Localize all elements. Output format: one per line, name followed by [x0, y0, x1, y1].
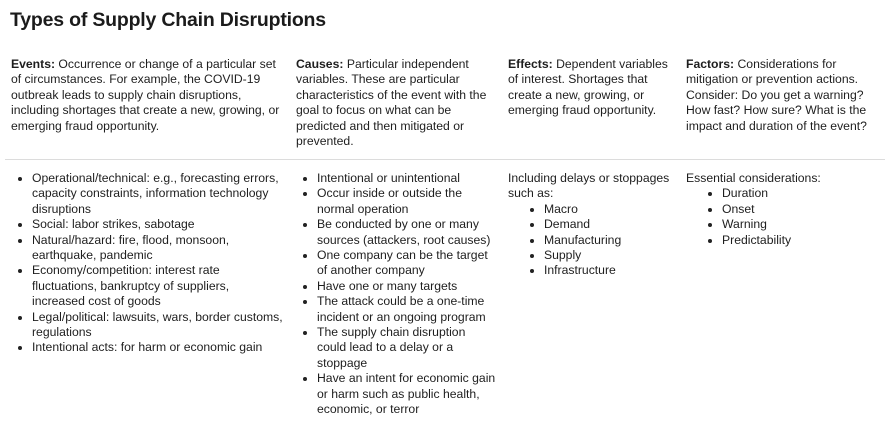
- list-item: Legal/political: lawsuits, wars, border customs, regulations: [11, 310, 283, 341]
- causes-description: Particular independent variables. These are particular characteristics of the event with the goal to focus on what can be predicted and then mitigated or prevented.: [296, 57, 487, 149]
- effects-header: [508, 57, 680, 119]
- factors-body: [686, 171, 882, 248]
- list-item: Intentional or unintentional: [296, 171, 496, 186]
- effects-description: Dependent variables of interest. Shortages that create a new, growing, or emerging fraud opportunity.: [508, 57, 668, 118]
- page-title: Types of Supply Chain Disruptions: [10, 9, 326, 31]
- factors-header: [686, 57, 882, 134]
- list-item: Have an intent for economic gain or harm such as public health, economic, or terror: [296, 371, 496, 417]
- list-item: Duration: [701, 186, 882, 201]
- effects-intro: Including delays or stoppages such as:: [508, 171, 670, 201]
- factors-description: Considerations for mitigation or prevention actions. Consider: Do you get a warning? How fast? How sure? What is the impact and duration of the event?: [686, 57, 867, 133]
- factors-list: [701, 186, 882, 248]
- events-description: Occurrence or change of a particular set of circumstances. For example, the COVID-19 outbreak leads to supply chain disruptions, including shortages that create a new, growing, or emerging fraud opportunity.: [11, 57, 280, 133]
- list-item: Have one or many targets: [296, 279, 496, 294]
- events-list: [11, 171, 283, 356]
- causes-body: [296, 171, 496, 418]
- list-item: Onset: [701, 202, 882, 217]
- causes-list: [296, 171, 496, 418]
- list-item: Be conducted by one or many sources (attackers, root causes): [296, 217, 496, 248]
- factors-intro: Essential considerations:: [686, 171, 821, 185]
- factors-label: Factors:: [686, 57, 735, 71]
- list-item: Warning: [701, 217, 882, 232]
- events-label: Events:: [11, 57, 56, 71]
- events-body: [11, 171, 283, 356]
- list-item: Economy/competition: interest rate fluctuations, bankruptcy of suppliers, increased cost of goods: [11, 263, 283, 309]
- events-header: [11, 57, 283, 134]
- list-item: Predictability: [701, 233, 882, 248]
- list-item: Occur inside or outside the normal operation: [296, 186, 496, 217]
- list-item: One company can be the target of another company: [296, 248, 496, 279]
- row-divider: [5, 159, 885, 160]
- effects-body: [508, 171, 680, 279]
- list-item: Demand: [523, 217, 680, 232]
- causes-label: Causes:: [296, 57, 344, 71]
- causes-header: [296, 57, 496, 149]
- list-item: Macro: [523, 202, 680, 217]
- effects-list: [523, 202, 680, 279]
- list-item: Intentional acts: for harm or economic gain: [11, 340, 283, 355]
- list-item: Operational/technical: e.g., forecasting errors, capacity constraints, information technology disruptions: [11, 171, 283, 217]
- list-item: The attack could be a one-time incident or an ongoing program: [296, 294, 496, 325]
- list-item: Social: labor strikes, sabotage: [11, 217, 283, 232]
- list-item: Manufacturing: [523, 233, 680, 248]
- list-item: Natural/hazard: fire, flood, monsoon, earthquake, pandemic: [11, 233, 283, 264]
- list-item: Supply: [523, 248, 680, 263]
- list-item: The supply chain disruption could lead to a delay or a stoppage: [296, 325, 496, 371]
- effects-label: Effects:: [508, 57, 553, 71]
- list-item: Infrastructure: [523, 263, 680, 278]
